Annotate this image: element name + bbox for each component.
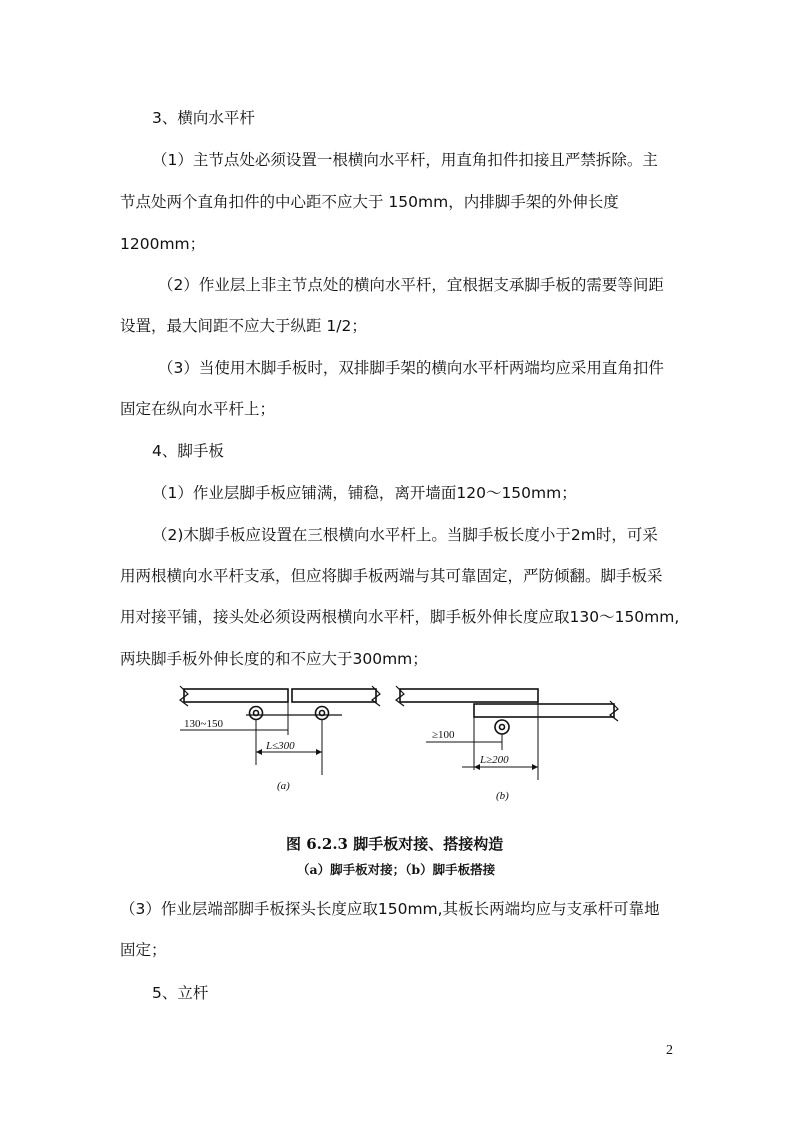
paragraph-line: 两块脚手板外伸长度的和不应大于300mm； bbox=[120, 650, 428, 668]
paragraph-line: （1）主节点处必须设置一根横向水平杆，用直角扣件扣接且严禁拆除。主 bbox=[152, 151, 658, 169]
heading-3: 3、横向水平杆 bbox=[152, 109, 255, 127]
dim-a-overhang: 130~150 bbox=[184, 718, 223, 730]
paragraph-line: （1）作业层脚手板应铺满，铺稳，离开墙面120～150mm； bbox=[152, 484, 577, 502]
pipe-a-right bbox=[316, 707, 329, 720]
page-number: 2 bbox=[666, 1043, 673, 1058]
label-b: (b) bbox=[496, 790, 509, 802]
figure-caption: 图 6.2.3 脚手板对接、搭接构造 bbox=[286, 835, 504, 853]
dim-a-sum: L≤300 bbox=[266, 740, 295, 752]
paragraph-line: 节点处两个直角扣件的中心距不应大于 150mm，内排脚手架的外伸长度 bbox=[120, 193, 619, 211]
paragraph-line: （2)木脚手板应设置在三根横向水平杆上。当脚手板长度小于2m时，可采 bbox=[152, 526, 658, 544]
board-b-lower bbox=[474, 704, 614, 717]
paragraph-line: 设置，最大间距不应大于纵距 1/2； bbox=[120, 317, 367, 335]
diagram-a bbox=[180, 686, 380, 775]
board-b-upper bbox=[400, 689, 538, 702]
paragraph-line: （2）作业层上非主节点处的横向水平杆，宜根据支承脚手板的需要等间距 bbox=[158, 276, 664, 294]
heading-5: 5、立杆 bbox=[152, 984, 209, 1002]
figure-subcaption: （a）脚手板对接；（b）脚手板搭接 bbox=[297, 862, 496, 877]
figure-drawing bbox=[170, 680, 630, 830]
paragraph-line: 用对接平铺，接头处必须设两根横向水平杆，脚手板外伸长度应取130～150mm, bbox=[120, 608, 680, 626]
paragraph-line: （3）作业层端部脚手板探头长度应取150mm,其板长两端均应与支承杆可靠地 bbox=[120, 900, 660, 918]
pipe-b bbox=[495, 720, 509, 734]
paragraph-line: 用两根横向水平杆支承，但应将脚手板两端与其可靠固定，严防倾翻。脚手板采 bbox=[120, 567, 663, 585]
dim-b-overlap: ≥100 bbox=[432, 729, 455, 741]
board-a-left bbox=[184, 689, 288, 702]
heading-4: 4、脚手板 bbox=[152, 442, 224, 460]
pipe-a-left bbox=[250, 707, 263, 720]
paragraph-line: （3）当使用木脚手板时，双排脚手架的横向水平杆两端均应采用直角扣件 bbox=[158, 359, 664, 377]
dim-b-length: L≥200 bbox=[480, 754, 509, 766]
paragraph-line: 1200mm； bbox=[120, 235, 206, 253]
label-a: (a) bbox=[277, 780, 290, 792]
paragraph-line: 固定； bbox=[120, 941, 167, 959]
paragraph-line: 固定在纵向水平杆上； bbox=[120, 400, 276, 418]
board-a-right bbox=[292, 689, 376, 702]
